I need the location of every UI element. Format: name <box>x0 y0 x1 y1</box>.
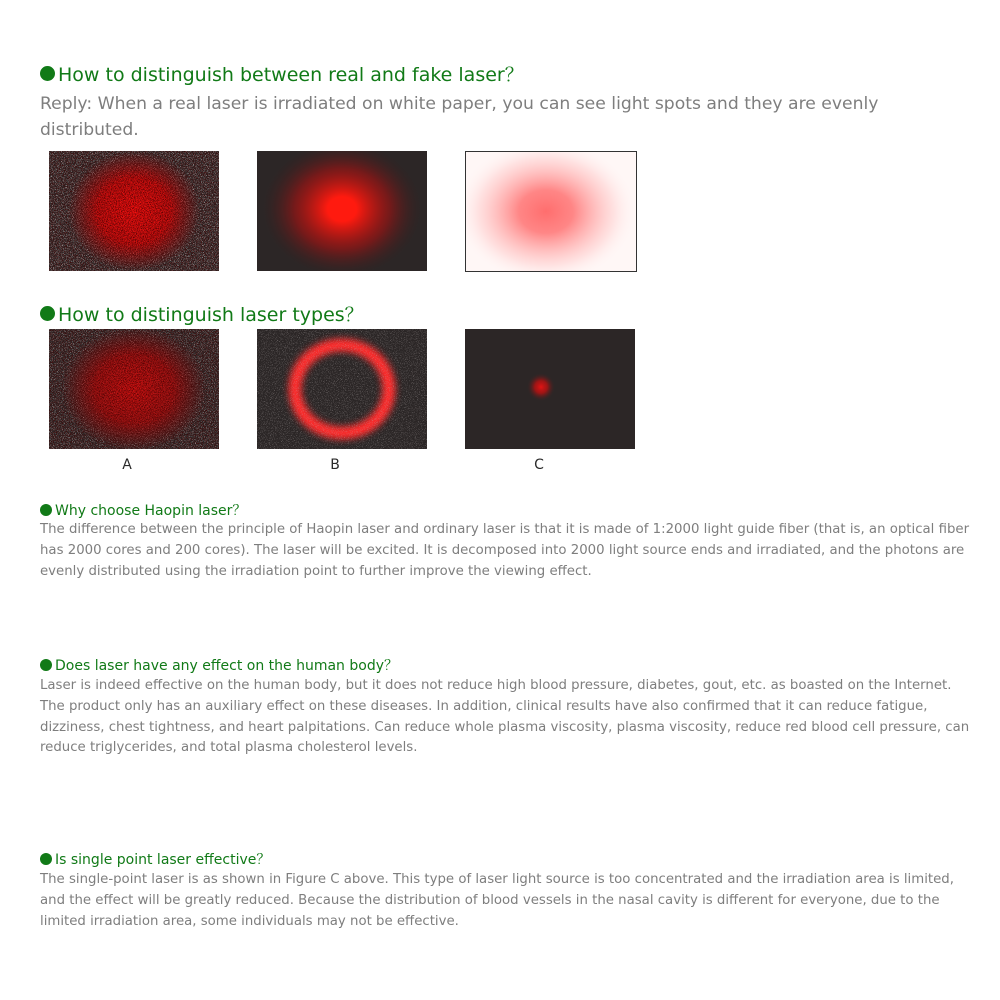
laser-types-heading <box>40 300 364 327</box>
real-fake-title: How to distinguish between real and fake laser？ <box>58 64 524 86</box>
figure-label-c: C <box>534 457 544 473</box>
real-fake-heading <box>40 60 524 87</box>
figure-label-b: B <box>330 457 340 473</box>
single-point-heading <box>40 849 270 869</box>
bullet-dot-icon <box>40 306 55 321</box>
why-haopin-title: Why choose Haopin laser？ <box>55 503 247 519</box>
white-paper-spot-image <box>465 151 637 272</box>
single-point-body: The single-point laser is as shown in Figure C above. This type of laser light source is too concentrated and the irradiation area is limited, and the effect will be greatly reduced. Because the distribution of blood vessels in the nasal cavity is different for everyone, due to the limited irradiation area, some individuals may not be effective. <box>40 872 954 929</box>
single-point-title: Is single point laser effective？ <box>55 852 271 868</box>
bullet-dot-icon <box>40 853 52 865</box>
bullet-dot-icon <box>40 504 52 516</box>
laser-type-a-image <box>49 329 219 449</box>
why-haopin-heading <box>40 500 246 520</box>
body-effect-title: Does laser have any effect on the human body？ <box>55 658 399 674</box>
real-fake-reply: Reply: When a real laser is irradiated on white paper, you can see light spots and they are evenly distributed. <box>40 94 879 140</box>
laser-type-c-image <box>465 329 635 449</box>
body-effect-body: Laser is indeed effective on the human body, but it does not reduce high blood pressure, diabetes, gout, etc. as boasted on the Internet. The product only has an auxiliary effect on these diseases. In addition, clinical results have also confirmed that it can reduce fatigue, dizziness, chest tightness, and heart palpitations. Can reduce whole plasma viscosity, plasma viscosity, reduce red blood cell pressure, can reduce triglycerides, and total plasma cholesterol levels. <box>40 678 970 756</box>
bullet-dot-icon <box>40 659 52 671</box>
grainy-laser-spot-image <box>49 151 219 271</box>
smooth-laser-spot-image <box>257 151 427 271</box>
bullet-dot-icon <box>40 66 55 81</box>
why-haopin-body: The difference between the principle of Haopin laser and ordinary laser is that it is made of 1:2000 light guide fiber (that is, an optical fiber has 2000 cores and 200 cores). The laser will be excited. It is decomposed into 2000 light source ends and irradiated, and the photons are evenly distributed using the irradiation point to further improve the viewing effect. <box>40 522 970 579</box>
laser-types-title: How to distinguish laser types？ <box>58 304 364 326</box>
figure-label-a: A <box>122 457 132 473</box>
laser-type-b-image <box>257 329 427 449</box>
body-effect-heading <box>40 655 398 675</box>
